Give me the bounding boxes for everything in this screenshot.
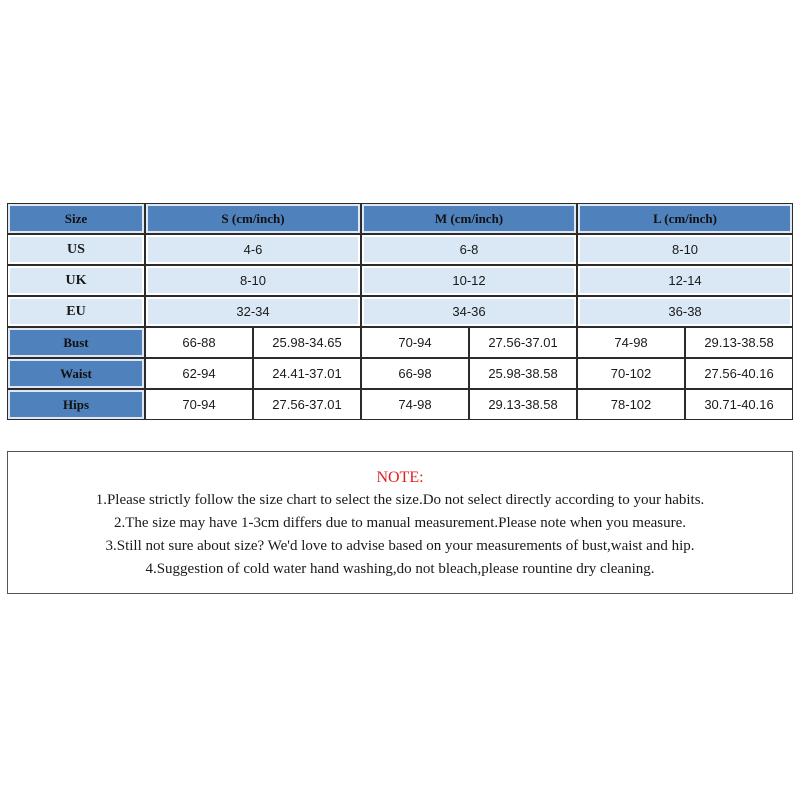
table-cell: 4-6 (145, 234, 361, 265)
size-s-header: S (cm/inch) (145, 203, 361, 234)
table-cell: 32-34 (145, 296, 361, 327)
table-cell: 62-94 (145, 358, 253, 389)
table-cell: 70-94 (361, 327, 469, 358)
row-label-uk: UK (7, 265, 145, 296)
table-row-us (7, 234, 793, 265)
header-row (7, 203, 793, 234)
table-cell: 66-88 (145, 327, 253, 358)
size-m-header: M (cm/inch) (361, 203, 577, 234)
row-label-hips: Hips (7, 389, 145, 420)
table-cell: 8-10 (145, 265, 361, 296)
table-cell: 27.56-37.01 (469, 327, 577, 358)
table-cell: 74-98 (361, 389, 469, 420)
table-cell: 70-94 (145, 389, 253, 420)
note-line-3: 3.Still not sure about size? We'd love to advise based on your measurements of bust,waist and hip. (105, 538, 695, 554)
table-row-uk (7, 265, 793, 296)
table-cell: 24.41-37.01 (253, 358, 361, 389)
note-title: NOTE: (376, 469, 424, 486)
table-cell: 30.71-40.16 (685, 389, 793, 420)
table-cell: 66-98 (361, 358, 469, 389)
table-cell: 8-10 (577, 234, 793, 265)
table-cell: 36-38 (577, 296, 793, 327)
row-label-us: US (7, 234, 145, 265)
table-cell: 78-102 (577, 389, 685, 420)
table-cell: 29.13-38.58 (685, 327, 793, 358)
table-row-eu (7, 296, 793, 327)
notes-box (7, 451, 793, 594)
table-row-waist (7, 358, 793, 389)
table-cell: 70-102 (577, 358, 685, 389)
table-cell: 34-36 (361, 296, 577, 327)
table-row-bust (7, 327, 793, 358)
note-line-2: 2.The size may have 1-3cm differs due to manual measurement.Please note when you measure. (113, 515, 687, 531)
note-line-1: 1.Please strictly follow the size chart to select the size.Do not select directly according to your habits. (95, 492, 705, 508)
row-label-waist: Waist (7, 358, 145, 389)
size-chart-table (7, 203, 793, 420)
table-cell: 25.98-38.58 (469, 358, 577, 389)
size-header-cell: Size (7, 203, 145, 234)
table-cell: 25.98-34.65 (253, 327, 361, 358)
table-cell: 12-14 (577, 265, 793, 296)
row-label-bust: Bust (7, 327, 145, 358)
table-cell: 29.13-38.58 (469, 389, 577, 420)
table-cell: 74-98 (577, 327, 685, 358)
note-line-4: 4.Suggestion of cold water hand washing,do not bleach,please rountine dry cleaning. (145, 561, 655, 577)
table-cell: 10-12 (361, 265, 577, 296)
table-cell: 6-8 (361, 234, 577, 265)
table-row-hips (7, 389, 793, 420)
size-l-header: L (cm/inch) (577, 203, 793, 234)
row-label-eu: EU (7, 296, 145, 327)
table-cell: 27.56-40.16 (685, 358, 793, 389)
table-cell: 27.56-37.01 (253, 389, 361, 420)
